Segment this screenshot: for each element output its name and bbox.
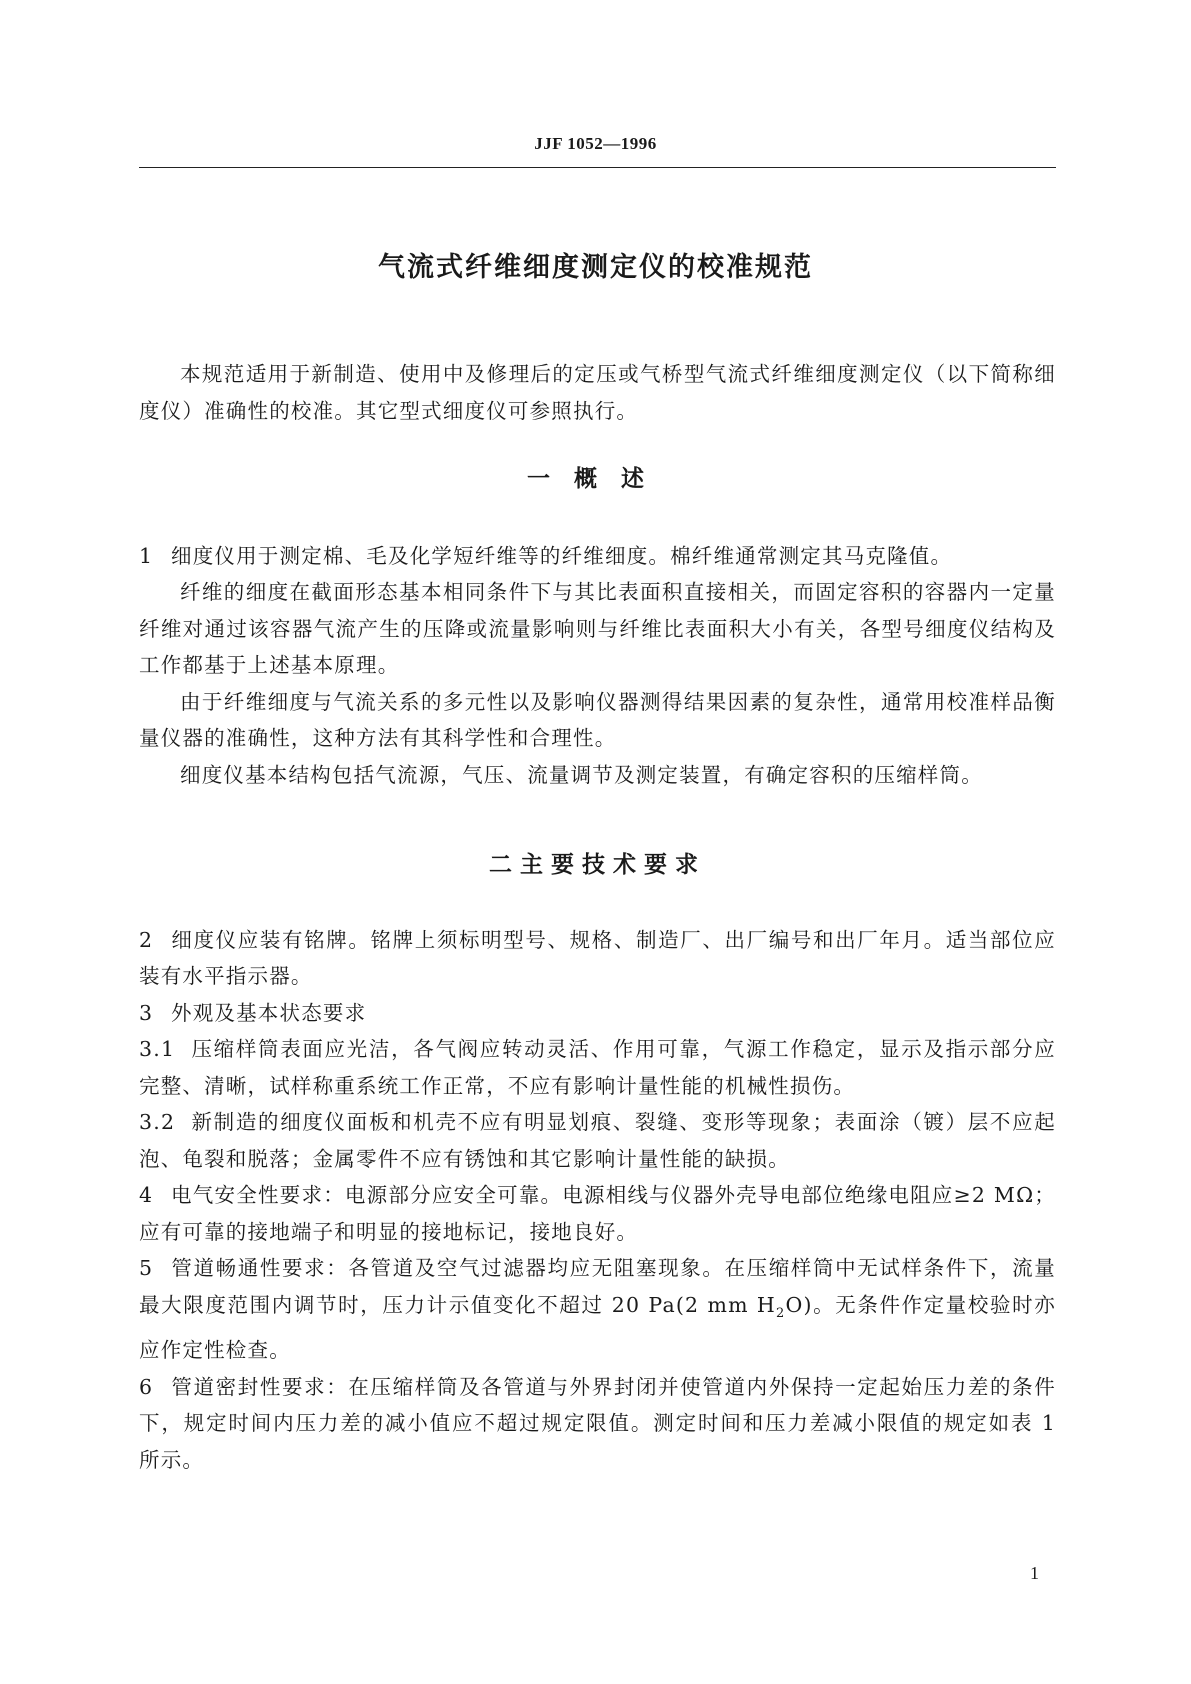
clause-number: 2 [139, 927, 154, 952]
clause-5 [139, 1250, 1056, 1369]
clause-text-before: 管道畅通性要求：各管道及空气过滤器均应无阻塞现象。在压缩样筒中无试样条件下，流量最大限度范围内调节时，压力计示值变化不超过 20 Pa(2 mm H [139, 1256, 1056, 1317]
header-rule [139, 167, 1056, 168]
clause-2 [139, 922, 1056, 995]
intro-paragraph: 本规范适用于新制造、使用中及修理后的定压或气桥型气流式纤维细度测定仪（以下简称细度仪）准确性的校准。其它型式细度仪可参照执行。 [139, 362, 1056, 423]
page-number: 1 [1030, 1563, 1039, 1583]
clause-text-after: O)。无条件作定量校验时亦应作定性检查。 [139, 1292, 1057, 1363]
clause-3 [139, 995, 1056, 1032]
section-heading-overview: 一概述 [527, 466, 668, 492]
clause-text: 新制造的细度仪面板和机壳不应有明显划痕、裂缝、变形等现象；表面涂（镀）层不应起泡、龟裂和脱落；金属零件不应有锈蚀和其它影响计量性能的缺损。 [139, 1110, 1056, 1171]
overview-paragraph-structure: 细度仪基本结构包括气流源，气压、流量调节及测定装置，有确定容积的压缩样筒。 [180, 762, 983, 787]
clause-text: 电气安全性要求：电源部分应安全可靠。电源相线与仪器外壳导电部位绝缘电阻应≥2 MΩ；应有可靠的接地端子和明显的接地标记，接地良好。 [139, 1183, 1056, 1244]
clause-number: 5 [139, 1256, 154, 1280]
clause-text: 细度仪用于测定棉、毛及化学短纤维等的纤维细度。棉纤维通常测定其马克隆值。 [171, 543, 953, 568]
clause-number: 4 [139, 1183, 154, 1207]
clause-4 [139, 1177, 1056, 1250]
clause-number: 6 [139, 1374, 154, 1399]
clause-number: 3.1 [139, 1037, 176, 1061]
subscript-2: 2 [775, 1305, 786, 1321]
clause-6 [139, 1369, 1056, 1479]
section-heading-requirements: 二主要技术要求 [489, 852, 706, 878]
document-code-header: JJF 1052—1996 [534, 134, 657, 153]
document-body [139, 356, 1056, 1478]
clause-text: 外观及基本状态要求 [171, 1000, 367, 1025]
clause-text: 细度仪应装有铭牌。铭牌上须标明型号、规格、制造厂、出厂编号和出厂年月。适当部位应装有水平指示器。 [139, 927, 1056, 988]
clause-1 [139, 538, 1056, 575]
document-title: 气流式纤维细度测定仪的校准规范 [378, 252, 813, 283]
clause-number: 3 [139, 1000, 154, 1025]
overview-paragraph-principle: 纤维的细度在截面形态基本相同条件下与其比表面积直接相关，而固定容积的容器内一定量纤维对通过该容器气流产生的压降或流量影响则与纤维比表面积大小有关，各型号细度仪结构及工作都基于上述基本原理。 [139, 580, 1056, 677]
clause-text: 压缩样筒表面应光洁，各气阀应转动灵活、作用可靠，气源工作稳定，显示及指示部分应完整、清晰，试样称重系统工作正常，不应有影响计量性能的机械性损伤。 [139, 1037, 1056, 1098]
clause-text: 管道密封性要求：在压缩样筒及各管道与外界封闭并使管道内外保持一定起始压力差的条件下，规定时间内压力差的减小值应不超过规定限值。测定时间和压力差减小限值的规定如表 1 所示。 [139, 1374, 1056, 1472]
clause-3-2 [139, 1104, 1056, 1177]
clause-number: 1 [139, 543, 154, 568]
overview-paragraph-calibration: 由于纤维细度与气流关系的多元性以及影响仪器测得结果因素的复杂性，通常用校准样品衡量仪器的准确性，这种方法有其科学性和合理性。 [139, 689, 1056, 750]
clause-3-1 [139, 1031, 1056, 1104]
clause-number: 3.2 [139, 1110, 176, 1134]
